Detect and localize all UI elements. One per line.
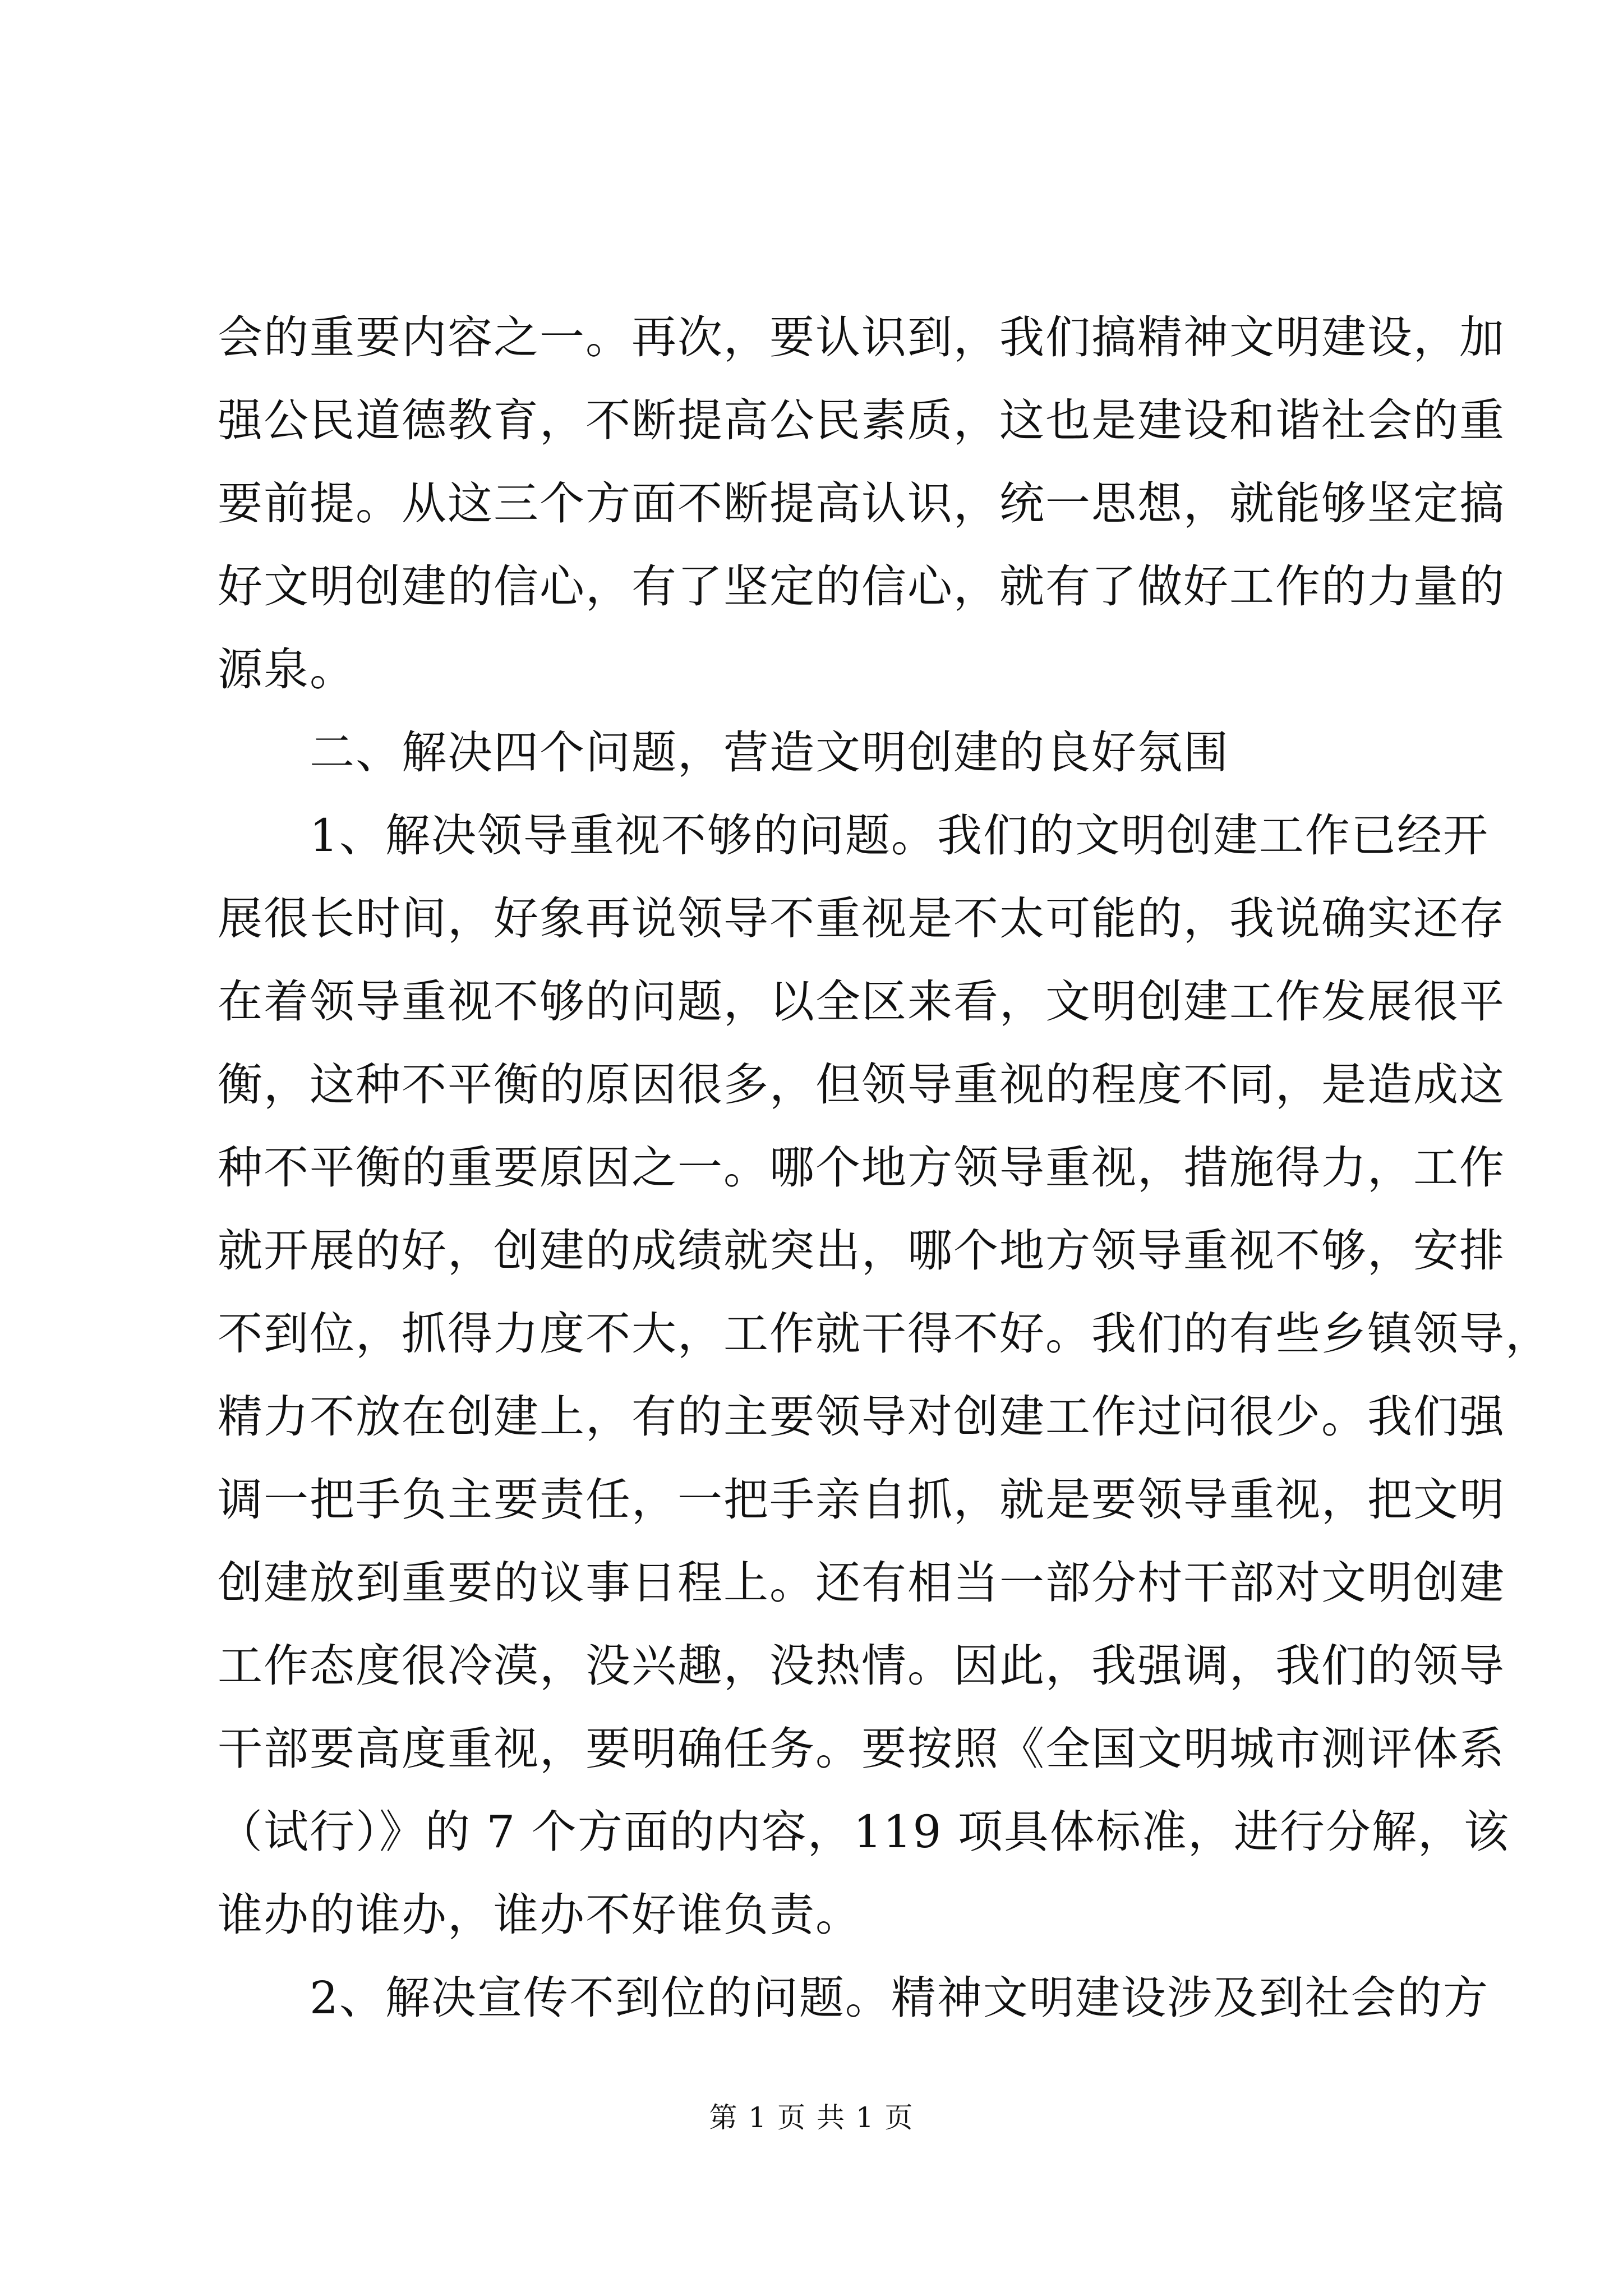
text-line: 在着领导重视不够的问题，以全区来看，文明创建工作发展很平 (218, 976, 1505, 1028)
text-line: 2、解决宣传不到位的问题。精神文明建设涉及到社会的方 (310, 1972, 1489, 2024)
text-line: 不到位，抓得力度不大，工作就干得不好。我们的有些乡镇领导， (218, 1308, 1551, 1360)
text-line: 衡，这种不平衡的原因很多，但领导重视的程度不同，是造成这 (218, 1059, 1505, 1111)
text-line: 谁办的谁办，谁办不好谁负责。 (218, 1889, 861, 1941)
text-line: 就开展的好，创建的成绩就突出，哪个地方领导重视不够，安排 (218, 1225, 1505, 1277)
page-footer: 第 1 页 共 1 页 (709, 2101, 914, 2134)
text-line: 源泉。 (218, 643, 356, 696)
text-line: 工作态度很冷漠，没兴趣，没热情。因此，我强调，我们的领导 (218, 1640, 1505, 1692)
text-line: 强公民道德教育，不断提高公民素质，这也是建设和谐社会的重 (218, 394, 1505, 447)
text-line: 1、解决领导重视不够的问题。我们的文明创建工作已经开 (310, 809, 1489, 862)
text-line: 会的重要内容之一。再次，要认识到，我们搞精神文明建设，加 (218, 311, 1505, 364)
text-line: 种不平衡的重要原因之一。哪个地方领导重视，措施得力，工作 (218, 1142, 1505, 1194)
text-line: 好文明创建的信心，有了坚定的信心，就有了做好工作的力量的 (218, 560, 1505, 613)
text-line: 展很长时间，好象再说领导不重视是不太可能的，我说确实还存 (218, 892, 1505, 945)
text-line: 创建放到重要的议事日程上。还有相当一部分村干部对文明创建 (218, 1557, 1505, 1609)
text-line: 干部要高度重视，要明确任务。要按照《全国文明城市测评体系 (218, 1723, 1505, 1775)
text-line: 调一把手负主要责任，一把手亲自抓，就是要领导重视，把文明 (218, 1474, 1505, 1526)
text-line: （试行）》的 7 个方面的内容，119 项具体标准，进行分解，该 (218, 1806, 1510, 1858)
section-heading: 二、解决四个问题，营造文明创建的良好氛围 (310, 726, 1229, 779)
document-body (218, 296, 1551, 2040)
text-line: 要前提。从这三个方面不断提高认识，统一思想，就能够坚定搞 (218, 477, 1505, 530)
text-line: 精力不放在创建上，有的主要领导对创建工作过问很少。我们强 (218, 1391, 1505, 1443)
